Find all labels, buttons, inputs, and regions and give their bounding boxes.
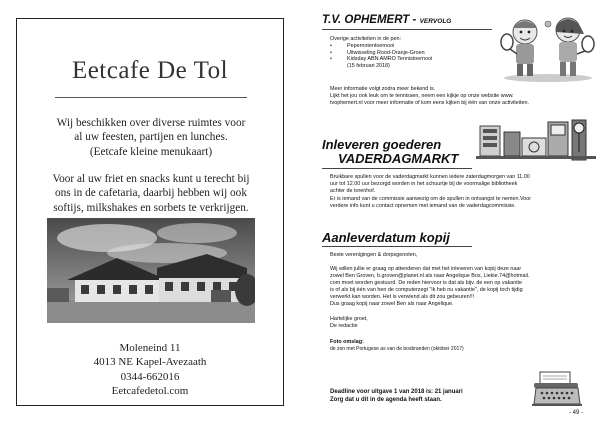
ad-line: Voor al uw friet en snacks kunt u terecht bij xyxy=(52,173,250,185)
inleveren-title-line1: Inleveren goederen xyxy=(322,137,442,152)
ad-line: Wij beschikken over diverse ruimtes voor xyxy=(56,117,246,129)
tvo-intro: Overige activiteiten in de pen: xyxy=(330,36,402,42)
tvo-footer-line: Meer informatie volgt zodra meer bekend is. xyxy=(330,86,436,92)
bullet: • xyxy=(330,43,332,49)
tvo-title-suffix: VERVOLG xyxy=(419,18,452,25)
tennis-players-illustration xyxy=(498,14,598,82)
kopij-line: Dus graag kopij naar zowel Ben als naar Angelique. xyxy=(330,301,454,307)
ad-address-phone: 0344-662016 xyxy=(120,370,180,383)
ad-paragraph-snacks xyxy=(27,172,275,215)
kopij-title: Aanleverdatum kopij xyxy=(322,230,450,245)
ad-title-rule xyxy=(55,97,247,98)
kopij-closing: Hartelijke groet, xyxy=(330,316,368,322)
inleveren-line: uur tot 12.00 uur bezorgd worden in het schuurtje bij de voormalige bibliotheek xyxy=(330,181,518,187)
bullet: • xyxy=(330,49,332,56)
kopij-line: com moet worden gestuurd. De reden hiervoor is dat als bijv. de een op vakantie xyxy=(330,280,522,286)
photo-credit-label: Foto omslag: xyxy=(330,339,364,345)
list-item: • Kidsday ABN AMRO Tennistoernooi xyxy=(330,56,433,63)
bullet: • xyxy=(330,56,332,63)
tvo-heading xyxy=(322,14,451,26)
deadline-line: Zorg dat u dit in de agenda heeft staan. xyxy=(330,397,442,403)
right-page xyxy=(318,0,600,425)
ad-line: ons in de cafetaria, daarbij hebben wij ook xyxy=(55,187,247,200)
tvo-rule xyxy=(322,29,492,30)
list-item-continuation: (15 februari 2018) xyxy=(347,62,390,69)
antiques-illustration xyxy=(476,118,596,164)
kopij-line: is of als bij één van hen de computerzegt "ik heb nu vakantie", de kopij toch tijdig xyxy=(330,287,523,293)
ad-title: Eetcafe De Tol xyxy=(71,57,229,84)
deadline-line: Deadline voor uitgave 1 van 2018 is: 21 januari xyxy=(330,389,463,395)
kopij-line: zowel Ben Groven, b.groven@planet.nl als naar Angelique Bos, Liekie.74@hotmail. xyxy=(330,273,530,279)
inleveren-rule xyxy=(322,168,472,169)
inleveren-title-line2: VADERDAGMARKT xyxy=(338,151,459,166)
tvo-footer-line: tvophemert.nl voor meer informatie of kom eens kijken bij één van onze activiteiten. xyxy=(330,100,529,106)
ad-line: al uw feesten, partijen en lunches. xyxy=(74,131,228,144)
ad-paragraph-rooms xyxy=(27,116,275,159)
ad-address xyxy=(17,341,283,399)
kopij-greeting: Beste verenigingen & dorpsgenoten, xyxy=(330,252,418,258)
photo-credit-caption: de zon met Portugese as van de bosbranden (oktober 2017) xyxy=(330,346,464,352)
tvo-title: T.V. OPHEMERT - xyxy=(322,14,417,26)
ad-address-postcode: 4013 NE Kapel-Avezaath xyxy=(93,356,207,369)
ad-address-street: Moleneind 11 xyxy=(119,342,181,354)
kopij-line: verwerkt kan worden. Het is verwiend als dit zou gebeuren!!! xyxy=(330,294,475,300)
kopij-line: Wij willen jullie er graag op attenderen dat met het inleveren van kopij deze naar xyxy=(330,266,522,272)
ad-line: softijs, milkshakes en sorbets te verkrijgen. xyxy=(53,201,249,214)
tvo-footer-line: Lijkt het jou ook leuk om te tennissen, neem een kijkje op onze website www. xyxy=(330,93,514,99)
inleveren-line: achter de torenhof. xyxy=(330,188,376,194)
inleveren-line: Er is iemand van de commissie aanwezig om de spullen in ontvangst te nemen.Voor xyxy=(330,196,532,202)
kopij-rule xyxy=(322,246,472,247)
ad-line: (Eetcafe kleine menukaart) xyxy=(89,145,213,158)
list-item: • Pepernotentoernooi xyxy=(330,43,395,49)
eetcafe-advertisement xyxy=(16,18,284,406)
list-item: • Uitwisseling Rood-Oranje-Groen xyxy=(330,49,425,56)
ad-address-website: Eetcafedetol.com xyxy=(111,385,189,398)
tvo-activity-list xyxy=(330,43,433,69)
kopij-signature: De redactie xyxy=(330,323,358,329)
page-number: - 49 - xyxy=(569,410,584,416)
inleveren-line: verdere info kunt u contact opnemen met iemand van de vaderdagcommissie. xyxy=(330,203,516,209)
typewriter-icon xyxy=(532,370,582,408)
inleveren-line: Bruikbare spullen voor de vaderdagmarkt kunnen iedere zaterdagmorgen van 11.00 xyxy=(330,174,530,180)
cafe-building-photo xyxy=(47,218,255,323)
